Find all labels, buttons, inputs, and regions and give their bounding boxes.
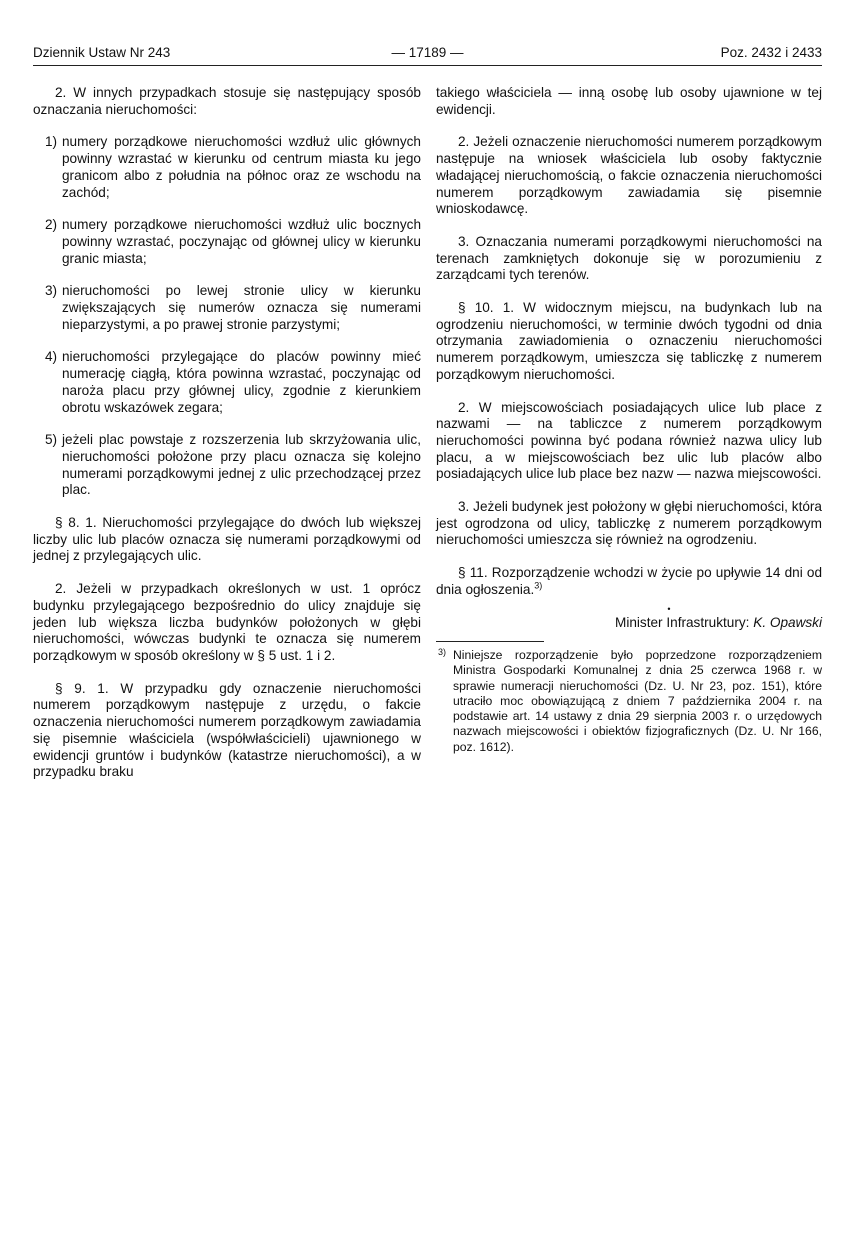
- signature-role: Minister Infrastruktury:: [615, 614, 750, 630]
- journal-title: Dziennik Ustaw Nr 243: [33, 45, 171, 60]
- list-item: [33, 217, 421, 267]
- list-item-text: nieruchomości po lewej stronie ulicy w kierunku zwiększających się numerów oznacza się numerami nieparzystymi, a po prawej stronie parzystymi;: [62, 283, 421, 332]
- section-9-2: 2. Jeżeli oznaczenie nieruchomości numerem porządkowym następuje na wniosek właściciela lub osoby faktycznie władającej nieruchomością, o fakcie oznaczenia nieruchomości numerem porządkowym zawiadamia się pisemnie wnioskodawcę.: [436, 134, 822, 217]
- section-10-2: 2. W miejscowościach posiadających ulice lub place z nazwami — na tabliczce z numerem porządkowym nieruchomości powinna być podana również nazwa ulicy lub placu, a w miejscowościach bez ulic lub placów albo posiadających ulice lub place bez nazw — nazwa miejscowości.: [436, 399, 822, 482]
- section-10-1: § 10. 1. W widocznym miejscu, na budynkach lub na ogrodzeniu nieruchomości, w terminie dwóch tygodni od dnia otrzymania zawiadomienia o oznaczeniu nieruchomości numerem porządkowym, umieszcza się tabliczkę z numerem porządkowym nieruchomości.: [436, 300, 822, 382]
- list-item-text: numery porządkowe nieruchomości wzdłuż ulic bocznych powinny wzrastać, poczynając od głównej ulicy w kierunku granic miasta;: [62, 217, 421, 266]
- header-rule: [33, 65, 822, 66]
- footnote: [436, 648, 822, 754]
- section-8-2: 2. Jeżeli w przypadkach określonych w ust. 1 oprócz budynku przylegającego bezpośrednio do ulicy znajduje się jeden lub większa liczba budynków położonych w głębi nieruchomości, wówczas budynki te oznacza się numerem porządkowym w sposób określony w § 5 ust. 1 i 2.: [33, 581, 421, 663]
- list-item-text: nieruchomości przylegające do placów powinny mieć numerację ciągłą, która powinna wzrastać, poczynając od naroża placu przy głównej ulicy, zgodnie z kierunkiem obrotu wskazówek zegara;: [62, 349, 421, 415]
- list-item-text: jeżeli plac powstaje z rozszerzenia lub skrzyżowania ulic, nieruchomości położone przy placu oznacza się kolejno numerami porządkowymi jednej z ulic przechodzącej przez plac.: [62, 432, 421, 498]
- right-column: [436, 85, 822, 755]
- list-item: [33, 432, 421, 499]
- list-item: [33, 134, 421, 201]
- page-number: — 17189 —: [391, 45, 464, 60]
- signature: [436, 615, 822, 632]
- list-item-number: 1): [45, 134, 58, 150]
- paragraph-7-2-intro: 2. W innych przypadkach stosuje się następujący sposób oznaczania nieruchomości:: [33, 85, 421, 117]
- section-11-text: § 11. Rozporządzenie wchodzi w życie po upływie 14 dni od dnia ogłoszenia.: [436, 565, 822, 597]
- position-reference: Poz. 2432 i 2433: [720, 45, 822, 60]
- section-11: [436, 565, 822, 598]
- signature-name: K. Opawski: [753, 614, 822, 630]
- list-item: [33, 349, 421, 416]
- list-item-number: 4): [45, 349, 58, 365]
- section-8-1: § 8. 1. Nieruchomości przylegające do dwóch lub większej liczby ulic lub placów oznacza się numerami porządkowymi od jednej z przylegających ulic.: [33, 515, 421, 564]
- list-item-number: 3): [45, 283, 58, 299]
- list-item-number: 5): [45, 432, 58, 448]
- section-9-1-continued: takiego właściciela — inną osobę lub osoby ujawnione w tej ewidencji.: [436, 85, 822, 117]
- list-item: [33, 283, 421, 333]
- footnote-rule: [436, 641, 544, 642]
- list-item-number: 2): [45, 217, 58, 233]
- section-9-1: § 9. 1. W przypadku gdy oznaczenie nieruchomości numerem porządkowym następuje z urzędu, o fakcie oznaczenia nieruchomości numerem porządkowym zawiadamia się pisemnie właściciela (współwłaścicieli) ujawnionego w ewidencji gruntów i budynków (katastrze nieruchomości), a w przypadku braku: [33, 680, 421, 780]
- list-item-text: numery porządkowe nieruchomości wzdłuż ulic głównych powinny wzrastać w kierunku od centrum miasta ku jego granicom albo z południa na północ oraz ze wschodu na zachód;: [62, 134, 421, 200]
- section-10-3: 3. Jeżeli budynek jest położony w głębi nieruchomości, która jest ogrodzona od ulicy, tabliczkę z numerem porządkowym nieruchomości umieszcza się również na ogrodzeniu.: [436, 499, 822, 548]
- footnote-reference[interactable]: 3): [534, 580, 543, 591]
- bullet-dot: •: [667, 603, 671, 614]
- footnote-text: Niniejsze rozporządzenie było poprzedzone rozporządzeniem Ministra Gospodarki Komunalnej z dnia 25 czerwca 1968 r. w sprawie numeracji nieruchomości (Dz. U. Nr 23, poz. 151), które utraciło moc obowiązującą z dniem 7 października 2004 r. na podstawie art. 14 ustawy z dnia 29 sierpnia 2003 r. o urzędowych nazwach miejscowości i obiektów fizjograficznych (Dz. U. Nr 166, poz. 1612).: [453, 648, 822, 754]
- footnote-mark: 3): [438, 647, 447, 658]
- section-9-3: 3. Oznaczania numerami porządkowymi nieruchomości na terenach zamkniętych dokonuje się w porozumieniu z zarządcami tych terenów.: [436, 233, 822, 283]
- left-column: [33, 85, 421, 797]
- page-header: [33, 44, 822, 62]
